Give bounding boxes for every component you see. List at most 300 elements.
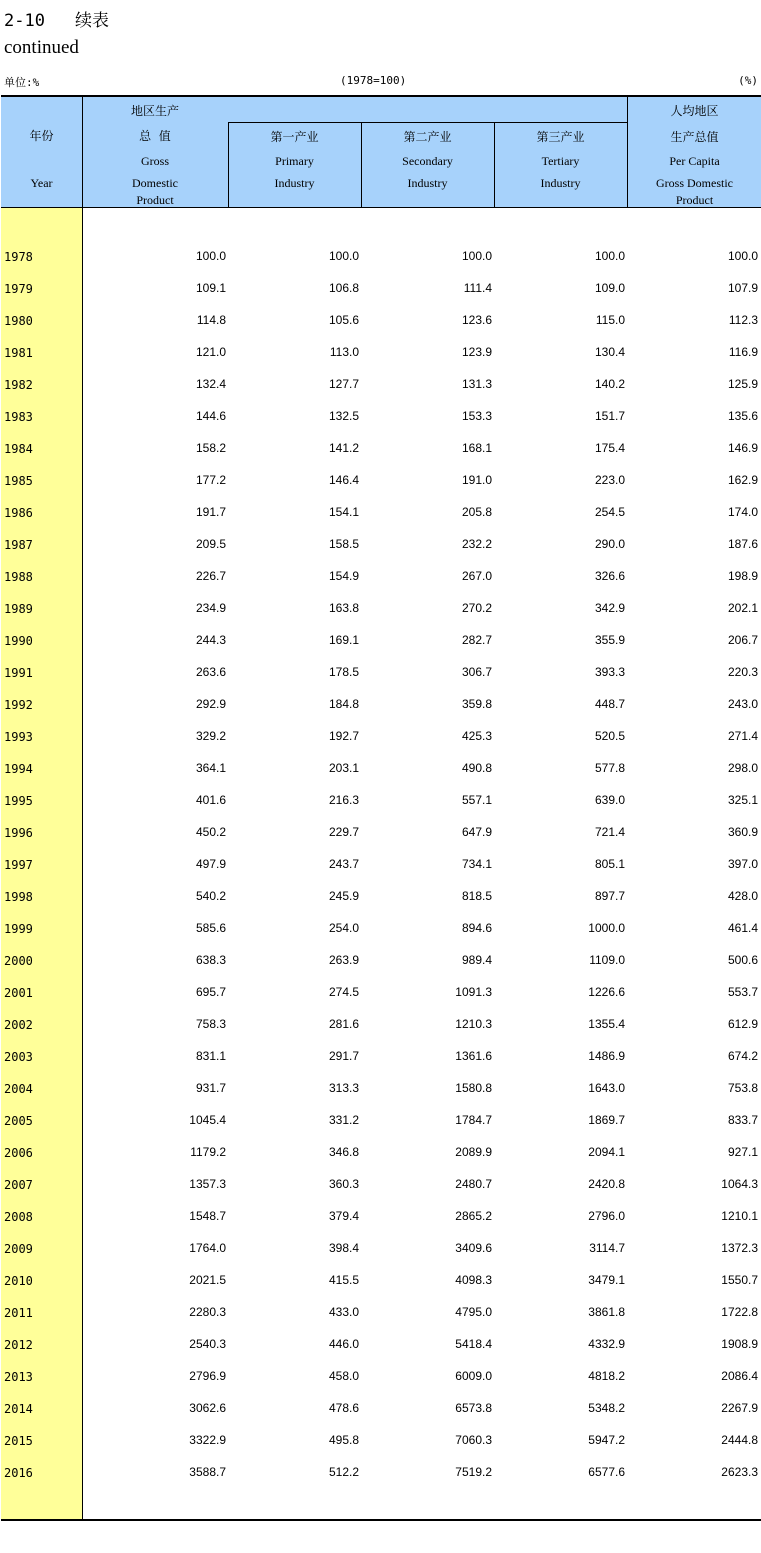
primary-cell: 146.4 [328, 473, 359, 487]
per-capita-cell: 2267.9 [721, 1401, 758, 1415]
header-primary-en-2: Industry [274, 176, 315, 190]
secondary-cell: 1580.8 [455, 1081, 492, 1095]
per-capita-cell: 187.6 [727, 537, 758, 551]
tertiary-cell: 1226.6 [588, 985, 625, 999]
year-cell: 2004 [4, 1082, 33, 1096]
header-percap-en-2: Gross Domestic [656, 176, 733, 190]
year-cell: 2011 [4, 1306, 33, 1320]
primary-cell: 478.6 [328, 1401, 359, 1415]
tertiary-cell: 6577.6 [588, 1465, 625, 1479]
header-secondary-en-1: Secondary [402, 154, 453, 168]
header-tertiary-en-1: Tertiary [541, 154, 580, 168]
primary-cell: 141.2 [328, 441, 359, 455]
secondary-cell: 5418.4 [455, 1337, 492, 1351]
year-cell: 1987 [4, 538, 33, 552]
year-cell: 2016 [4, 1466, 33, 1480]
per-capita-cell: 1550.7 [721, 1273, 758, 1287]
primary-cell: 495.8 [328, 1433, 359, 1447]
table-row [0, 1017, 761, 1049]
table-row [0, 889, 761, 921]
header-tertiary-en-2: Industry [540, 176, 581, 190]
tertiary-cell: 355.9 [594, 633, 625, 647]
per-capita-cell: 1722.8 [721, 1305, 758, 1319]
per-capita-cell: 2444.8 [721, 1433, 758, 1447]
gdp-cell: 109.1 [195, 281, 226, 295]
primary-cell: 245.9 [328, 889, 359, 903]
gdp-cell: 2540.3 [189, 1337, 226, 1351]
primary-cell: 331.2 [328, 1113, 359, 1127]
year-cell: 2012 [4, 1338, 33, 1352]
primary-cell: 154.1 [328, 505, 359, 519]
tertiary-cell: 639.0 [594, 793, 625, 807]
gdp-cell: 1548.7 [189, 1209, 226, 1223]
gdp-cell: 114.8 [196, 313, 226, 327]
gdp-cell: 244.3 [195, 633, 226, 647]
tertiary-cell: 4818.2 [588, 1369, 625, 1383]
year-cell: 2008 [4, 1210, 33, 1224]
secondary-cell: 647.9 [461, 825, 492, 839]
gdp-cell: 450.2 [195, 825, 226, 839]
tertiary-cell: 577.8 [594, 761, 625, 775]
gdp-cell: 177.2 [195, 473, 226, 487]
per-capita-cell: 553.7 [727, 985, 758, 999]
table-row [0, 825, 761, 857]
header-gdp-en-1: Gross [140, 154, 169, 168]
year-cell: 1983 [4, 410, 33, 424]
gdp-cell: 638.3 [195, 953, 226, 967]
primary-cell: 192.7 [328, 729, 359, 743]
primary-cell: 274.5 [328, 985, 359, 999]
primary-cell: 178.5 [328, 665, 359, 679]
gdp-cell: 364.1 [195, 761, 226, 775]
tertiary-cell: 3479.1 [588, 1273, 625, 1287]
primary-cell: 446.0 [328, 1337, 359, 1351]
primary-cell: 132.5 [328, 409, 359, 423]
tertiary-cell: 897.7 [594, 889, 625, 903]
table-row [0, 633, 761, 665]
table-row [0, 537, 761, 569]
table-row [0, 1369, 761, 1401]
gdp-cell: 292.9 [195, 697, 226, 711]
primary-cell: 254.0 [328, 921, 359, 935]
percent-label: (%) [738, 74, 758, 87]
primary-cell: 379.4 [328, 1209, 359, 1223]
header-percap-en-3: Product [675, 193, 714, 207]
gdp-cell: 2796.9 [189, 1369, 226, 1383]
table-row [0, 1337, 761, 1369]
gdp-cell: 1357.3 [189, 1177, 226, 1191]
year-cell: 1985 [4, 474, 33, 488]
year-cell: 2009 [4, 1242, 33, 1256]
tertiary-cell: 448.7 [594, 697, 625, 711]
primary-cell: 163.8 [328, 601, 359, 615]
gdp-cell: 1764.0 [189, 1241, 226, 1255]
table-row [0, 249, 761, 281]
table-subtitle: continued [4, 37, 79, 58]
primary-cell: 203.1 [328, 761, 359, 775]
primary-cell: 291.7 [328, 1049, 359, 1063]
year-cell: 1991 [4, 666, 33, 680]
year-cell: 2014 [4, 1402, 33, 1416]
secondary-cell: 168.1 [461, 441, 492, 455]
secondary-cell: 270.2 [461, 601, 492, 615]
secondary-cell: 989.4 [461, 953, 492, 967]
header-primary-en-1: Primary [275, 154, 314, 168]
secondary-cell: 7519.2 [455, 1465, 492, 1479]
tertiary-cell: 326.6 [594, 569, 625, 583]
primary-cell: 360.3 [328, 1177, 359, 1191]
base-year-label: (1978=100) [340, 74, 407, 87]
year-cell: 1990 [4, 634, 33, 648]
table-row [0, 569, 761, 601]
primary-cell: 100.0 [328, 249, 359, 263]
year-cell: 2000 [4, 954, 33, 968]
table-row [0, 409, 761, 441]
primary-cell: 229.7 [328, 825, 359, 839]
year-cell: 1999 [4, 922, 33, 936]
gdp-cell: 191.7 [195, 505, 226, 519]
unit-label: 单位:% [4, 76, 40, 89]
table-row [0, 953, 761, 985]
gdp-cell: 2021.5 [189, 1273, 226, 1287]
secondary-cell: 1091.3 [455, 985, 492, 999]
per-capita-cell: 927.1 [727, 1145, 758, 1159]
year-cell: 1988 [4, 570, 33, 584]
secondary-cell: 7060.3 [455, 1433, 492, 1447]
secondary-cell: 3409.6 [455, 1241, 492, 1255]
per-capita-cell: 1064.3 [721, 1177, 758, 1191]
tertiary-cell: 254.5 [594, 505, 625, 519]
table-row [0, 729, 761, 761]
gdp-cell: 144.6 [195, 409, 226, 423]
table-row [0, 505, 761, 537]
secondary-cell: 100.0 [461, 249, 492, 263]
table-title [4, 6, 109, 31]
tertiary-cell: 1869.7 [588, 1113, 625, 1127]
per-capita-cell: 325.1 [727, 793, 758, 807]
bottom-rule [1, 1519, 761, 1521]
table-row [0, 601, 761, 633]
table-row [0, 665, 761, 697]
per-capita-cell: 162.9 [727, 473, 758, 487]
gdp-cell: 931.7 [195, 1081, 226, 1095]
secondary-cell: 894.6 [461, 921, 492, 935]
gdp-cell: 585.6 [195, 921, 226, 935]
tertiary-cell: 109.0 [594, 281, 625, 295]
primary-cell: 512.2 [328, 1465, 359, 1479]
primary-cell: 105.6 [328, 313, 359, 327]
secondary-cell: 6009.0 [455, 1369, 492, 1383]
tertiary-cell: 342.9 [594, 601, 625, 615]
year-cell: 1997 [4, 858, 33, 872]
year-cell: 2001 [4, 986, 33, 1000]
per-capita-cell: 1372.3 [721, 1241, 758, 1255]
table-row [0, 441, 761, 473]
secondary-cell: 4098.3 [455, 1273, 492, 1287]
per-capita-cell: 461.4 [727, 921, 758, 935]
subheader-divider [228, 122, 627, 123]
secondary-cell: 306.7 [461, 665, 492, 679]
year-cell: 1992 [4, 698, 33, 712]
tertiary-cell: 1643.0 [588, 1081, 625, 1095]
per-capita-cell: 202.1 [727, 601, 758, 615]
secondary-cell: 557.1 [461, 793, 492, 807]
header-year-en: Year [30, 176, 53, 190]
gdp-cell: 831.1 [195, 1049, 226, 1063]
table-row [0, 921, 761, 953]
year-cell: 2003 [4, 1050, 33, 1064]
per-capita-cell: 198.9 [727, 569, 758, 583]
primary-cell: 216.3 [328, 793, 359, 807]
tertiary-cell: 175.4 [594, 441, 625, 455]
primary-cell: 169.1 [328, 633, 359, 647]
table-number: 2-10 [4, 11, 45, 31]
per-capita-cell: 674.2 [727, 1049, 758, 1063]
primary-cell: 433.0 [328, 1305, 359, 1319]
table-row [0, 1305, 761, 1337]
header-percap-zh-1: 人均地区 [670, 104, 719, 118]
secondary-cell: 1361.6 [455, 1049, 492, 1063]
per-capita-cell: 360.9 [727, 825, 758, 839]
tertiary-cell: 130.4 [594, 345, 625, 359]
primary-cell: 113.0 [329, 345, 359, 359]
header-tertiary-zh: 第三产业 [536, 130, 585, 144]
primary-cell: 154.9 [328, 569, 359, 583]
secondary-cell: 359.8 [461, 697, 492, 711]
per-capita-cell: 116.9 [728, 345, 758, 359]
year-cell: 1998 [4, 890, 33, 904]
table-row [0, 1401, 761, 1433]
secondary-cell: 282.7 [461, 633, 492, 647]
secondary-cell: 205.8 [461, 505, 492, 519]
year-cell: 1994 [4, 762, 33, 776]
header-gdp-en-2: Domestic [132, 176, 178, 190]
gdp-cell: 329.2 [195, 729, 226, 743]
per-capita-cell: 146.9 [727, 441, 758, 455]
tertiary-cell: 1355.4 [588, 1017, 625, 1031]
year-cell: 2002 [4, 1018, 33, 1032]
table-row [0, 1433, 761, 1465]
secondary-cell: 818.5 [461, 889, 492, 903]
year-cell: 1978 [4, 250, 33, 264]
header-secondary-zh: 第二产业 [403, 130, 452, 144]
header-secondary-en-2: Industry [407, 176, 448, 190]
secondary-cell: 1784.7 [455, 1113, 492, 1127]
table-row [0, 793, 761, 825]
table-row [0, 313, 761, 345]
primary-cell: 415.5 [328, 1273, 359, 1287]
year-cell: 1993 [4, 730, 33, 744]
table-row [0, 1465, 761, 1497]
tertiary-cell: 290.0 [594, 537, 625, 551]
primary-cell: 184.8 [328, 697, 359, 711]
year-cell: 2006 [4, 1146, 33, 1160]
table-row [0, 1145, 761, 1177]
secondary-cell: 1210.3 [455, 1017, 492, 1031]
primary-cell: 398.4 [328, 1241, 359, 1255]
year-cell: 2015 [4, 1434, 33, 1448]
per-capita-cell: 174.0 [727, 505, 758, 519]
tertiary-cell: 5348.2 [588, 1401, 625, 1415]
gdp-cell: 3588.7 [189, 1465, 226, 1479]
secondary-cell: 490.8 [461, 761, 492, 775]
per-capita-cell: 1908.9 [721, 1337, 758, 1351]
primary-cell: 127.7 [328, 377, 359, 391]
per-capita-cell: 243.0 [727, 697, 758, 711]
year-cell: 1989 [4, 602, 33, 616]
table-row [0, 1177, 761, 1209]
table-row [0, 985, 761, 1017]
gdp-cell: 540.2 [195, 889, 226, 903]
table-row [0, 1273, 761, 1305]
secondary-cell: 131.3 [461, 377, 492, 391]
gdp-cell: 3322.9 [189, 1433, 226, 1447]
per-capita-cell: 220.3 [727, 665, 758, 679]
gdp-cell: 3062.6 [189, 1401, 226, 1415]
table-row [0, 345, 761, 377]
per-capita-cell: 206.7 [727, 633, 758, 647]
per-capita-cell: 125.9 [727, 377, 758, 391]
tertiary-cell: 2796.0 [588, 1209, 625, 1223]
table-row [0, 1049, 761, 1081]
year-cell: 1982 [4, 378, 33, 392]
primary-cell: 313.3 [328, 1081, 359, 1095]
gdp-cell: 121.0 [195, 345, 226, 359]
table-row [0, 857, 761, 889]
gdp-cell: 695.7 [195, 985, 226, 999]
year-cell: 1996 [4, 826, 33, 840]
year-cell: 1979 [4, 282, 33, 296]
secondary-cell: 6573.8 [455, 1401, 492, 1415]
table-row [0, 761, 761, 793]
primary-cell: 243.7 [328, 857, 359, 871]
secondary-cell: 267.0 [461, 569, 492, 583]
tertiary-cell: 3861.8 [588, 1305, 625, 1319]
secondary-cell: 2865.2 [455, 1209, 492, 1223]
tertiary-cell: 4332.9 [588, 1337, 625, 1351]
table-row [0, 697, 761, 729]
tertiary-cell: 223.0 [594, 473, 625, 487]
table-row [0, 1209, 761, 1241]
tertiary-cell: 393.3 [594, 665, 625, 679]
tertiary-cell: 2094.1 [588, 1145, 625, 1159]
table-row [0, 1081, 761, 1113]
gdp-cell: 100.0 [195, 249, 226, 263]
primary-cell: 263.9 [328, 953, 359, 967]
per-capita-cell: 271.4 [727, 729, 758, 743]
table-row [0, 1241, 761, 1273]
tertiary-cell: 140.2 [594, 377, 625, 391]
header-percap-zh-2: 生产总值 [670, 130, 719, 144]
per-capita-cell: 833.7 [727, 1113, 758, 1127]
gdp-cell: 158.2 [195, 441, 226, 455]
per-capita-cell: 2086.4 [721, 1369, 758, 1383]
table-row [0, 281, 761, 313]
year-cell: 2007 [4, 1178, 33, 1192]
gdp-cell: 1045.4 [189, 1113, 226, 1127]
primary-cell: 346.8 [328, 1145, 359, 1159]
gdp-cell: 1179.2 [190, 1145, 226, 1159]
table-row [0, 473, 761, 505]
gdp-cell: 226.7 [195, 569, 226, 583]
tertiary-cell: 3114.7 [589, 1241, 625, 1255]
per-capita-cell: 500.6 [727, 953, 758, 967]
tertiary-cell: 805.1 [594, 857, 625, 871]
secondary-cell: 4795.0 [455, 1305, 492, 1319]
per-capita-cell: 753.8 [727, 1081, 758, 1095]
header-year-zh: 年份 [29, 129, 54, 143]
gdp-cell: 2280.3 [189, 1305, 226, 1319]
secondary-cell: 123.9 [461, 345, 492, 359]
year-cell: 1995 [4, 794, 33, 808]
gdp-cell: 263.6 [195, 665, 226, 679]
per-capita-cell: 112.3 [728, 313, 758, 327]
secondary-cell: 425.3 [461, 729, 492, 743]
header-gdp-zh-1: 地区生产 [130, 104, 179, 118]
gdp-cell: 209.5 [195, 537, 226, 551]
tertiary-cell: 151.7 [594, 409, 625, 423]
header-primary-zh: 第一产业 [270, 130, 319, 144]
tertiary-cell: 1486.9 [588, 1049, 625, 1063]
table-row [0, 1113, 761, 1145]
tertiary-cell: 2420.8 [588, 1177, 625, 1191]
gdp-cell: 401.6 [195, 793, 226, 807]
per-capita-cell: 397.0 [727, 857, 758, 871]
tertiary-cell: 520.5 [594, 729, 625, 743]
secondary-cell: 2089.9 [455, 1145, 492, 1159]
tertiary-cell: 100.0 [594, 249, 625, 263]
tertiary-cell: 1000.0 [588, 921, 625, 935]
year-cell: 1980 [4, 314, 33, 328]
gdp-cell: 758.3 [195, 1017, 226, 1031]
per-capita-cell: 428.0 [727, 889, 758, 903]
table-row [0, 377, 761, 409]
gdp-cell: 234.9 [195, 601, 226, 615]
secondary-cell: 111.4 [463, 281, 492, 295]
gdp-cell: 497.9 [195, 857, 226, 871]
year-cell: 2010 [4, 1274, 33, 1288]
primary-cell: 106.8 [328, 281, 359, 295]
secondary-cell: 191.0 [461, 473, 492, 487]
table-name: 续表 [74, 11, 109, 31]
tertiary-cell: 1109.0 [589, 953, 625, 967]
header-gdp-zh-2: 总 值 [139, 129, 171, 143]
tertiary-cell: 721.4 [594, 825, 625, 839]
year-cell: 2013 [4, 1370, 33, 1384]
per-capita-cell: 107.9 [727, 281, 758, 295]
secondary-cell: 232.2 [461, 537, 492, 551]
secondary-cell: 153.3 [461, 409, 492, 423]
gdp-cell: 132.4 [195, 377, 226, 391]
year-cell: 1981 [4, 346, 33, 360]
per-capita-cell: 2623.3 [721, 1465, 758, 1479]
tertiary-cell: 5947.2 [588, 1433, 625, 1447]
per-capita-cell: 298.0 [727, 761, 758, 775]
per-capita-cell: 100.0 [727, 249, 758, 263]
header-percap-en-1: Per Capita [669, 154, 720, 168]
primary-cell: 281.6 [328, 1017, 359, 1031]
year-cell: 1984 [4, 442, 33, 456]
secondary-cell: 734.1 [461, 857, 492, 871]
year-cell: 1986 [4, 506, 33, 520]
year-cell: 2005 [4, 1114, 33, 1128]
secondary-cell: 2480.7 [455, 1177, 492, 1191]
tertiary-cell: 115.0 [595, 313, 625, 327]
primary-cell: 158.5 [328, 537, 359, 551]
per-capita-cell: 612.9 [727, 1017, 758, 1031]
per-capita-cell: 135.6 [727, 409, 758, 423]
per-capita-cell: 1210.1 [721, 1209, 758, 1223]
